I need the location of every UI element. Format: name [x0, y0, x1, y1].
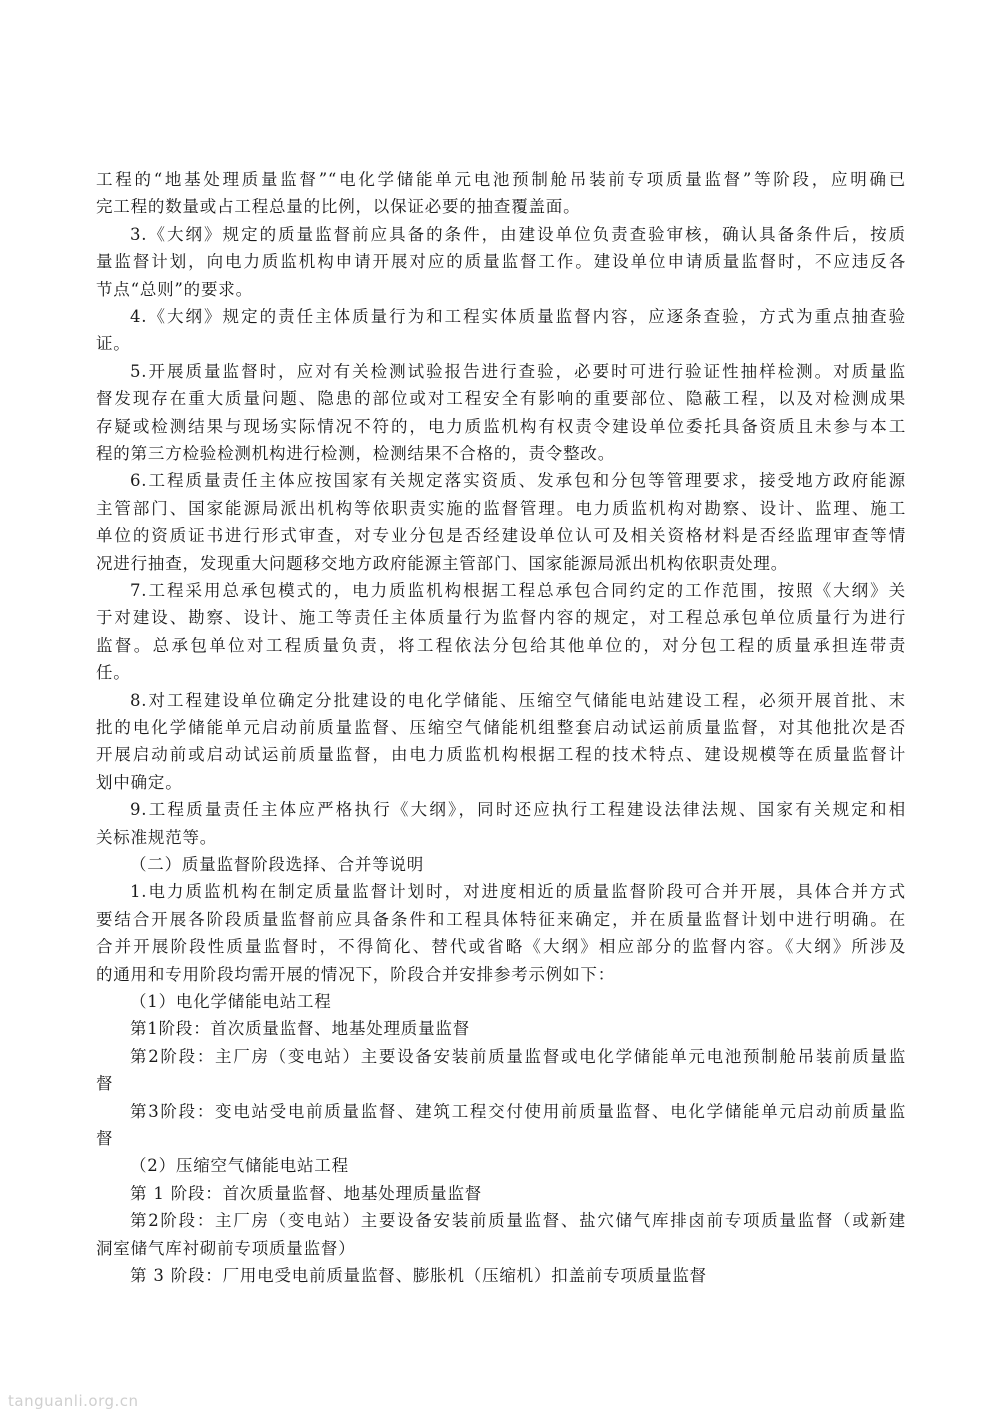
text-line: 督 — [96, 1074, 114, 1094]
text-line: 况进行抽查，发现重大问题移交地方政府能源主管部门、国家能源局派出机构依职责处理。 — [96, 553, 788, 573]
text-line: 第2阶段：主厂房（变电站）主要设备安装前质量监督、盐穴储气库排卤前专项质量监督（或新建 — [130, 1211, 906, 1231]
text-line: 开展启动前或启动试运前质量监督，由电力质监机构根据工程的技术特点、建设规模等在质量监督计 — [96, 745, 906, 765]
text-line: 第 1 阶段：首次质量监督、地基处理质量监督 — [130, 1183, 483, 1203]
text-line: 第3阶段：变电站受电前质量监督、建筑工程交付使用前质量监督、电化学储能单元启动前质量监 — [130, 1101, 906, 1121]
text-line: 监督。总承包单位对工程质量负责，将工程依法分包给其他单位的，对分包工程的质量承担连带责 — [96, 635, 906, 655]
text-line: 4.《大纲》规定的责任主体质量行为和工程实体质量监督内容，应逐条查验，方式为重点抽查验 — [130, 307, 906, 326]
text-line: 第1阶段：首次质量监督、地基处理质量监督 — [130, 1019, 470, 1039]
text-line: 第 3 阶段：厂用电受电前质量监督、膨胀机（压缩机）扣盖前专项质量监督 — [130, 1266, 707, 1285]
text-line: 6.工程质量责任主体应按国家有关规定落实资质、发承包和分包等管理要求，接受地方政府能源 — [130, 471, 906, 491]
text-line: 督 — [96, 1129, 114, 1148]
text-line: 存疑或检测结果与现场实际情况不符的，电力质监机构有权责令建设单位委托具备资质且未参与本工 — [96, 416, 906, 436]
text-line: 合并开展阶段性质量监督时，不得简化、替代或省略《大纲》相应部分的监督内容。《大纲》所涉及 — [96, 937, 906, 957]
text-line: （1）电化学储能电站工程 — [130, 992, 332, 1011]
text-line: （2）压缩空气储能电站工程 — [130, 1156, 349, 1176]
text-line: 节点“总则”的要求。 — [96, 279, 253, 299]
text-line: （二）质量监督阶段选择、合并等说明 — [130, 855, 425, 874]
text-line: 5.开展质量监督时，应对有关检测试验报告进行查验，必要时可进行验证性抽样检测。对质量监 — [130, 361, 906, 381]
text-line: 9.工程质量责任主体应严格执行《大纲》，同时还应执行工程建设法律法规、国家有关规定和相 — [130, 800, 906, 820]
text-line: 工程的“地基处理质量监督”“电化学储能单元电池预制舱吊装前专项质量监督”等阶段，应明确已 — [96, 170, 906, 189]
text-line: 主管部门、国家能源局派出机构等依职责实施的监督管理。电力质监机构对勘察、设计、监理、施工 — [96, 498, 906, 518]
text-line: 第2阶段：主厂房（变电站）主要设备安装前质量监督或电化学储能单元电池预制舱吊装前质量监 — [130, 1046, 906, 1066]
text-line: 划中确定。 — [96, 772, 183, 792]
text-line: 程的第三方检验检测机构进行检测，检测结果不合格的，责令整改。 — [96, 444, 615, 463]
text-line: 1.电力质监机构在制定质量监督计划时，对进度相近的质量监督阶段可合并开展，具体合并方式 — [130, 882, 906, 902]
text-line: 要结合开展各阶段质量监督前应具备条件和工程具体特征来确定，并在质量监督计划中进行明确。在 — [96, 909, 906, 929]
text-line: 单位的资质证书进行形式审查，对专业分包是否经建设单位认可及相关资格材料是否经监理审查等情 — [96, 526, 906, 546]
text-line: 3.《大纲》规定的质量监督前应具备的条件，由建设单位负责查验审核，确认具备条件后，按质 — [130, 224, 906, 244]
text-line: 的通用和专用阶段均需开展的情况下，阶段合并安排参考示例如下： — [96, 964, 615, 984]
text-line: 批的电化学储能单元启动前质量监督、压缩空气储能机组整套启动试运前质量监督，对其他批次是否 — [96, 718, 906, 737]
site-watermark: tanguanli.org.cn — [8, 1392, 139, 1410]
text-line: 于对建设、勘察、设计、施工等责任主体质量行为监督内容的规定，对工程总承包单位质量行为进行 — [96, 608, 906, 628]
text-line: 任。 — [96, 663, 131, 683]
text-line: 督发现存在重大质量问题、隐患的部位或对工程安全有影响的重要部位、隐蔽工程，以及对检测成果 — [96, 389, 906, 409]
text-line: 洞室储气库衬砌前专项质量监督） — [96, 1238, 356, 1258]
text-line: 证。 — [96, 334, 131, 354]
text-line: 关标准规范等。 — [96, 827, 218, 847]
text-line: 量监督计划，向电力质监机构申请开展对应的质量监督工作。建设单位申请质量监督时，不应违反各 — [96, 252, 906, 272]
text-line: 完工程的数量或占工程总量的比例，以保证必要的抽查覆盖面。 — [96, 197, 581, 217]
text-line: 8.对工程建设单位确定分批建设的电化学储能、压缩空气储能电站建设工程，必须开展首批、末 — [130, 690, 906, 710]
text-line: 7.工程采用总承包模式的，电力质监机构根据工程总承包合同约定的工作范围，按照《大纲》关 — [130, 581, 906, 600]
